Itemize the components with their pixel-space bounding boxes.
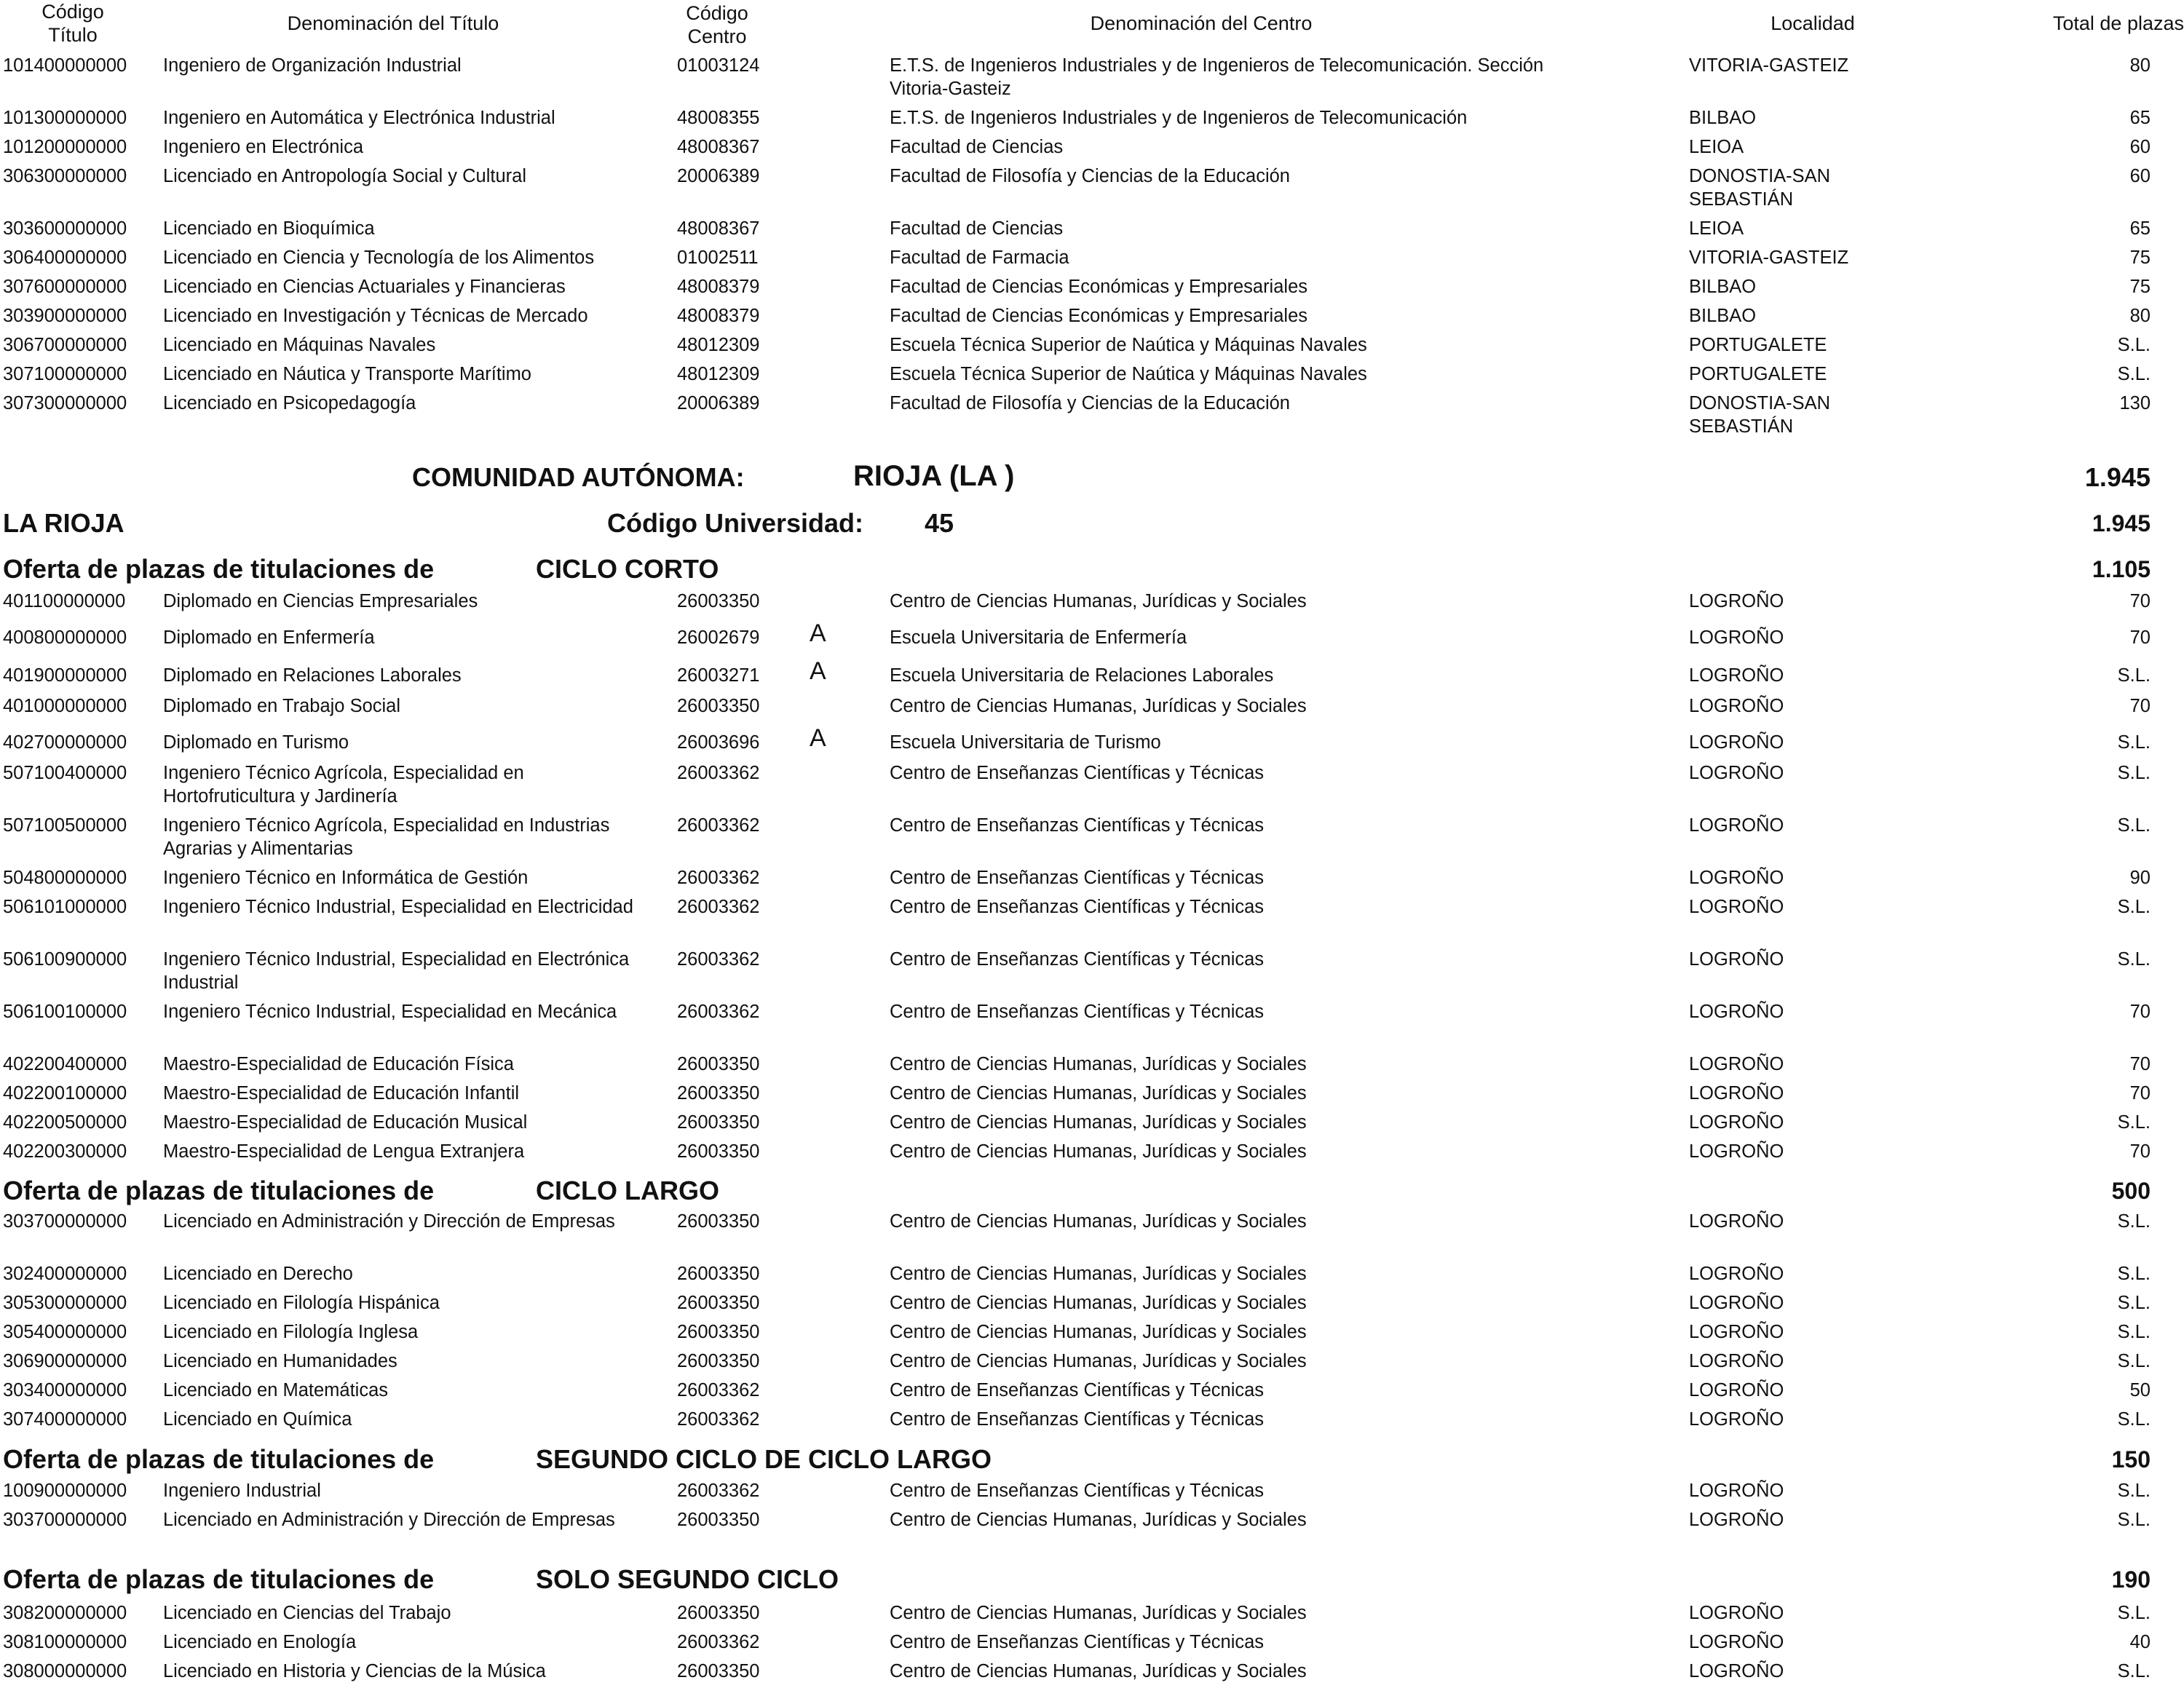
row-localidad: LOGROÑO xyxy=(1689,732,1784,753)
row-localidad: DONOSTIA-SAN SEBASTIÁN xyxy=(1689,393,1831,437)
row-denominacion-titulo: Ingeniero en Automática y Electrónica Industrial xyxy=(163,108,555,128)
row-denominacion-titulo: Licenciado en Bioquímica xyxy=(163,218,375,239)
row-marca: A xyxy=(810,657,826,685)
row-codigo-centro: 26003362 xyxy=(677,1002,760,1022)
row-denominacion-titulo: Ingeniero Técnico Industrial, Especialidad en Mecánica xyxy=(163,1002,617,1022)
row-localidad: PORTUGALETE xyxy=(1689,335,1827,355)
oferta-total: 1.105 xyxy=(2092,556,2151,582)
row-denominacion-titulo: Diplomado en Ciencias Empresariales xyxy=(163,591,478,611)
comunidad-autonoma-name: RIOJA (LA ) xyxy=(853,460,1015,492)
row-localidad: LOGROÑO xyxy=(1689,1293,1784,1313)
row-localidad: PORTUGALETE xyxy=(1689,364,1827,384)
row-denominacion-centro: Centro de Enseñanzas Científicas y Técnicas xyxy=(890,1632,1265,1652)
row-codigo-titulo: 400800000000 xyxy=(3,627,127,648)
row-total-plazas: S.L. xyxy=(2117,1481,2151,1501)
row-denominacion-titulo: Ingeniero en Electrónica xyxy=(163,137,364,157)
row-codigo-centro: 48008379 xyxy=(677,277,760,297)
row-denominacion-titulo: Ingeniero Industrial xyxy=(163,1481,321,1501)
row-denominacion-centro: Facultad de Filosofía y Ciencias de la Educación xyxy=(890,166,1290,186)
row-localidad: LOGROÑO xyxy=(1689,1002,1784,1022)
row-total-plazas: 50 xyxy=(2129,1380,2151,1400)
header-total-plazas: Total de plazas xyxy=(2052,12,2184,34)
row-total-plazas: S.L. xyxy=(2117,1603,2151,1623)
row-denominacion-centro: Centro de Enseñanzas Científicas y Técnicas xyxy=(890,1481,1265,1501)
oferta-ciclo: CICLO LARGO xyxy=(536,1176,719,1205)
row-total-plazas: S.L. xyxy=(2117,949,2151,970)
row-codigo-centro: 48008379 xyxy=(677,306,760,326)
row-denominacion-centro: Escuela Técnica Superior de Naútica y Máquinas Navales xyxy=(890,335,1367,355)
row-denominacion-centro: Centro de Enseñanzas Científicas y Técnicas xyxy=(890,1380,1265,1400)
row-codigo-titulo: 306700000000 xyxy=(3,335,127,355)
row-denominacion-centro: Facultad de Ciencias xyxy=(890,218,1064,239)
row-codigo-centro: 26003362 xyxy=(677,763,760,783)
row-codigo-titulo: 401900000000 xyxy=(3,665,127,686)
row-denominacion-centro: Centro de Ciencias Humanas, Jurídicas y Sociales xyxy=(890,1661,1307,1681)
oferta-ciclo: SEGUNDO CICLO DE CICLO LARGO xyxy=(536,1444,992,1474)
oferta-ciclo: SOLO SEGUNDO CICLO xyxy=(536,1564,839,1594)
codigo-universidad-value: 45 xyxy=(925,508,954,538)
row-codigo-centro: 26003362 xyxy=(677,1380,760,1400)
row-total-plazas: S.L. xyxy=(2117,763,2151,783)
row-codigo-centro: 48012309 xyxy=(677,364,760,384)
row-codigo-centro: 26003362 xyxy=(677,815,760,836)
row-codigo-centro: 48008367 xyxy=(677,137,760,157)
header-codigo-titulo: Código Título xyxy=(41,1,104,46)
row-total-plazas: S.L. xyxy=(2117,1112,2151,1133)
row-total-plazas: 65 xyxy=(2129,218,2151,239)
row-denominacion-titulo: Diplomado en Trabajo Social xyxy=(163,696,401,716)
row-localidad: LOGROÑO xyxy=(1689,1380,1784,1400)
row-denominacion-titulo: Licenciado en Derecho xyxy=(163,1264,353,1284)
row-codigo-titulo: 308000000000 xyxy=(3,1661,127,1681)
row-total-plazas: 70 xyxy=(2129,696,2151,716)
row-total-plazas: S.L. xyxy=(2117,665,2151,686)
row-localidad: LOGROÑO xyxy=(1689,949,1784,970)
row-denominacion-titulo: Licenciado en Ciencia y Tecnología de los Alimentos xyxy=(163,247,595,268)
row-localidad: LOGROÑO xyxy=(1689,1661,1784,1681)
row-codigo-centro: 26003696 xyxy=(677,732,760,753)
row-codigo-centro: 26003350 xyxy=(677,1661,760,1681)
row-codigo-centro: 26003350 xyxy=(677,1293,760,1313)
row-denominacion-centro: Centro de Ciencias Humanas, Jurídicas y Sociales xyxy=(890,1264,1307,1284)
row-codigo-titulo: 402700000000 xyxy=(3,732,127,753)
row-localidad: DONOSTIA-SAN SEBASTIÁN xyxy=(1689,166,1831,210)
row-denominacion-centro: Facultad de Filosofía y Ciencias de la Educación xyxy=(890,393,1290,413)
row-denominacion-centro: Centro de Ciencias Humanas, Jurídicas y Sociales xyxy=(890,1351,1307,1371)
row-codigo-centro: 26003350 xyxy=(677,696,760,716)
codigo-universidad-label: Código Universidad: xyxy=(607,508,864,538)
oferta-label: Oferta de plazas de titulaciones de xyxy=(3,1444,435,1474)
row-denominacion-centro: Centro de Enseñanzas Científicas y Técnicas xyxy=(890,1409,1265,1430)
row-localidad: BILBAO xyxy=(1689,108,1757,128)
row-localidad: LOGROÑO xyxy=(1689,1632,1784,1652)
row-localidad: LOGROÑO xyxy=(1689,868,1784,888)
row-denominacion-titulo: Licenciado en Matemáticas xyxy=(163,1380,389,1400)
row-denominacion-titulo: Ingeniero Técnico Agrícola, Especialidad en Hortofruticultura y Jardinería xyxy=(163,763,524,807)
header-codigo-centro: Código Centro xyxy=(686,2,748,47)
row-codigo-centro: 26003350 xyxy=(677,1510,760,1530)
header-denominacion-centro: Denominación del Centro xyxy=(1090,12,1313,34)
row-denominacion-centro: Escuela Técnica Superior de Naútica y Máquinas Navales xyxy=(890,364,1367,384)
row-denominacion-centro: Centro de Enseñanzas Científicas y Técnicas xyxy=(890,949,1265,970)
row-codigo-titulo: 507100500000 xyxy=(3,815,127,836)
row-codigo-centro: 26003362 xyxy=(677,868,760,888)
row-denominacion-titulo: Ingeniero de Organización Industrial xyxy=(163,55,462,76)
row-codigo-titulo: 402200400000 xyxy=(3,1054,127,1074)
row-codigo-centro: 20006389 xyxy=(677,393,760,413)
row-denominacion-centro: Centro de Enseñanzas Científicas y Técnicas xyxy=(890,815,1265,836)
row-localidad: LOGROÑO xyxy=(1689,696,1784,716)
row-denominacion-titulo: Licenciado en Psicopedagogía xyxy=(163,393,416,413)
row-denominacion-titulo: Diplomado en Enfermería xyxy=(163,627,375,648)
comunidad-autonoma-label: COMUNIDAD AUTÓNOMA: xyxy=(412,462,745,492)
oferta-ciclo: CICLO CORTO xyxy=(536,554,719,584)
row-localidad: BILBAO xyxy=(1689,277,1757,297)
row-total-plazas: 80 xyxy=(2129,55,2151,76)
row-denominacion-titulo: Maestro-Especialidad de Educación Física xyxy=(163,1054,514,1074)
row-codigo-titulo: 302400000000 xyxy=(3,1264,127,1284)
row-denominacion-centro: Centro de Ciencias Humanas, Jurídicas y Sociales xyxy=(890,696,1307,716)
row-total-plazas: 70 xyxy=(2129,627,2151,648)
row-localidad: LOGROÑO xyxy=(1689,1603,1784,1623)
row-codigo-centro: 01002511 xyxy=(677,247,759,268)
row-codigo-titulo: 303700000000 xyxy=(3,1211,127,1232)
row-denominacion-titulo: Licenciado en Filología Hispánica xyxy=(163,1293,440,1313)
row-codigo-titulo: 506100100000 xyxy=(3,1002,127,1022)
row-total-plazas: 70 xyxy=(2129,1054,2151,1074)
row-codigo-titulo: 101400000000 xyxy=(3,55,127,76)
row-total-plazas: S.L. xyxy=(2117,1293,2151,1313)
row-codigo-titulo: 305300000000 xyxy=(3,1293,127,1313)
row-total-plazas: S.L. xyxy=(2117,897,2151,917)
row-denominacion-centro: E.T.S. de Ingenieros Industriales y de Ingenieros de Telecomunicación xyxy=(890,108,1468,128)
row-denominacion-titulo: Licenciado en Filología Inglesa xyxy=(163,1322,419,1342)
row-codigo-centro: 26003362 xyxy=(677,949,760,970)
row-codigo-centro: 26003362 xyxy=(677,1632,760,1652)
row-total-plazas: S.L. xyxy=(2117,364,2151,384)
row-codigo-titulo: 401000000000 xyxy=(3,696,127,716)
row-denominacion-centro: Escuela Universitaria de Enfermería xyxy=(890,627,1187,648)
row-codigo-titulo: 506100900000 xyxy=(3,949,127,970)
row-total-plazas: 75 xyxy=(2129,247,2151,268)
row-denominacion-centro: Centro de Ciencias Humanas, Jurídicas y Sociales xyxy=(890,1510,1307,1530)
row-denominacion-titulo: Licenciado en Administración y Dirección de Empresas xyxy=(163,1211,615,1232)
row-codigo-centro: 26003350 xyxy=(677,1141,760,1162)
row-total-plazas: 70 xyxy=(2129,591,2151,611)
row-localidad: LOGROÑO xyxy=(1689,1112,1784,1133)
row-localidad: LOGROÑO xyxy=(1689,1322,1784,1342)
row-denominacion-centro: Centro de Enseñanzas Científicas y Técnicas xyxy=(890,897,1265,917)
universidad-total: 1.945 xyxy=(2092,510,2151,536)
row-denominacion-centro: Centro de Ciencias Humanas, Jurídicas y Sociales xyxy=(890,1141,1307,1162)
row-total-plazas: 65 xyxy=(2129,108,2151,128)
row-codigo-centro: 48012309 xyxy=(677,335,760,355)
oferta-label: Oferta de plazas de titulaciones de xyxy=(3,1176,435,1205)
row-localidad: LOGROÑO xyxy=(1689,1351,1784,1371)
row-denominacion-titulo: Maestro-Especialidad de Lengua Extranjera xyxy=(163,1141,525,1162)
row-codigo-titulo: 307300000000 xyxy=(3,393,127,413)
row-codigo-titulo: 506101000000 xyxy=(3,897,127,917)
row-codigo-titulo: 101200000000 xyxy=(3,137,127,157)
header-denominacion-titulo: Denominación del Título xyxy=(287,12,499,34)
row-denominacion-titulo: Ingeniero Técnico en Informática de Gestión xyxy=(163,868,529,888)
row-localidad: LOGROÑO xyxy=(1689,665,1784,686)
row-denominacion-centro: Centro de Enseñanzas Científicas y Técnicas xyxy=(890,1002,1265,1022)
row-codigo-titulo: 306400000000 xyxy=(3,247,127,268)
row-marca: A xyxy=(810,619,826,647)
row-total-plazas: S.L. xyxy=(2117,1409,2151,1430)
row-localidad: LOGROÑO xyxy=(1689,815,1784,836)
oferta-total: 190 xyxy=(2111,1566,2151,1593)
row-codigo-titulo: 307400000000 xyxy=(3,1409,127,1430)
row-codigo-titulo: 101300000000 xyxy=(3,108,127,128)
row-denominacion-centro: Centro de Enseñanzas Científicas y Técnicas xyxy=(890,868,1265,888)
row-localidad: VITORIA-GASTEIZ xyxy=(1689,247,1849,268)
row-localidad: LOGROÑO xyxy=(1689,763,1784,783)
row-denominacion-titulo: Licenciado en Química xyxy=(163,1409,352,1430)
row-denominacion-centro: Facultad de Ciencias xyxy=(890,137,1064,157)
row-total-plazas: S.L. xyxy=(2117,1211,2151,1232)
row-denominacion-titulo: Licenciado en Enología xyxy=(163,1632,357,1652)
row-denominacion-centro: Escuela Universitaria de Relaciones Laborales xyxy=(890,665,1274,686)
row-total-plazas: 90 xyxy=(2129,868,2151,888)
row-codigo-titulo: 402200300000 xyxy=(3,1141,127,1162)
row-codigo-titulo: 308100000000 xyxy=(3,1632,127,1652)
row-total-plazas: 70 xyxy=(2129,1002,2151,1022)
row-denominacion-centro: Centro de Ciencias Humanas, Jurídicas y Sociales xyxy=(890,1293,1307,1313)
row-marca: A xyxy=(810,724,826,752)
row-codigo-centro: 26003350 xyxy=(677,591,760,611)
row-denominacion-titulo: Licenciado en Antropología Social y Cultural xyxy=(163,166,526,186)
row-localidad: LEIOA xyxy=(1689,137,1744,157)
oferta-label: Oferta de plazas de titulaciones de xyxy=(3,1564,435,1594)
row-codigo-titulo: 402200500000 xyxy=(3,1112,127,1133)
row-total-plazas: 60 xyxy=(2129,166,2151,186)
row-total-plazas: S.L. xyxy=(2117,1510,2151,1530)
row-localidad: LOGROÑO xyxy=(1689,1054,1784,1074)
row-localidad: LOGROÑO xyxy=(1689,1211,1784,1232)
header-localidad: Localidad xyxy=(1770,12,1855,34)
row-denominacion-centro: Centro de Ciencias Humanas, Jurídicas y Sociales xyxy=(890,1603,1307,1623)
row-codigo-centro: 26003350 xyxy=(677,1264,760,1284)
row-denominacion-centro: Centro de Ciencias Humanas, Jurídicas y Sociales xyxy=(890,591,1307,611)
row-codigo-centro: 26003350 xyxy=(677,1322,760,1342)
row-codigo-titulo: 305400000000 xyxy=(3,1322,127,1342)
row-denominacion-centro: Facultad de Ciencias Económicas y Empresariales xyxy=(890,277,1307,297)
row-codigo-centro: 26003362 xyxy=(677,1481,760,1501)
row-codigo-titulo: 303900000000 xyxy=(3,306,127,326)
row-codigo-centro: 20006389 xyxy=(677,166,760,186)
row-codigo-centro: 26003362 xyxy=(677,1409,760,1430)
row-denominacion-centro: Escuela Universitaria de Turismo xyxy=(890,732,1161,753)
row-localidad: LOGROÑO xyxy=(1689,1083,1784,1103)
row-denominacion-titulo: Licenciado en Ciencias del Trabajo xyxy=(163,1603,451,1623)
row-localidad: LOGROÑO xyxy=(1689,897,1784,917)
row-total-plazas: S.L. xyxy=(2117,732,2151,753)
row-codigo-titulo: 307100000000 xyxy=(3,364,127,384)
oferta-total: 500 xyxy=(2111,1178,2151,1204)
row-total-plazas: 70 xyxy=(2129,1141,2151,1162)
row-codigo-titulo: 306300000000 xyxy=(3,166,127,186)
row-codigo-centro: 26003350 xyxy=(677,1083,760,1103)
row-denominacion-titulo: Licenciado en Investigación y Técnicas de Mercado xyxy=(163,306,588,326)
row-codigo-centro: 26003350 xyxy=(677,1211,760,1232)
row-localidad: LOGROÑO xyxy=(1689,627,1784,648)
row-denominacion-titulo: Licenciado en Administración y Dirección de Empresas xyxy=(163,1510,615,1530)
row-codigo-centro: 26002679 xyxy=(677,627,760,648)
row-denominacion-titulo: Maestro-Especialidad de Educación Musical xyxy=(163,1112,528,1133)
row-total-plazas: S.L. xyxy=(2117,1661,2151,1681)
row-codigo-titulo: 308200000000 xyxy=(3,1603,127,1623)
row-denominacion-centro: Centro de Ciencias Humanas, Jurídicas y Sociales xyxy=(890,1083,1307,1103)
row-denominacion-centro: Centro de Ciencias Humanas, Jurídicas y Sociales xyxy=(890,1211,1307,1232)
row-total-plazas: S.L. xyxy=(2117,1351,2151,1371)
row-denominacion-titulo: Licenciado en Ciencias Actuariales y Financieras xyxy=(163,277,566,297)
row-denominacion-titulo: Licenciado en Humanidades xyxy=(163,1351,397,1371)
row-total-plazas: 70 xyxy=(2129,1083,2151,1103)
row-total-plazas: S.L. xyxy=(2117,335,2151,355)
row-denominacion-titulo: Diplomado en Relaciones Laborales xyxy=(163,665,462,686)
row-codigo-titulo: 100900000000 xyxy=(3,1481,127,1501)
row-denominacion-centro: Facultad de Farmacia xyxy=(890,247,1069,268)
row-denominacion-centro: Centro de Ciencias Humanas, Jurídicas y Sociales xyxy=(890,1054,1307,1074)
row-codigo-titulo: 401100000000 xyxy=(3,591,126,611)
row-codigo-titulo: 303400000000 xyxy=(3,1380,127,1400)
row-total-plazas: 40 xyxy=(2129,1632,2151,1652)
row-total-plazas: S.L. xyxy=(2117,1322,2151,1342)
oferta-label: Oferta de plazas de titulaciones de xyxy=(3,554,435,584)
row-denominacion-titulo: Licenciado en Historia y Ciencias de la Música xyxy=(163,1661,546,1681)
row-localidad: LOGROÑO xyxy=(1689,1141,1784,1162)
row-localidad: BILBAO xyxy=(1689,306,1757,326)
row-codigo-centro: 26003271 xyxy=(677,665,760,686)
row-localidad: LOGROÑO xyxy=(1689,1409,1784,1430)
row-codigo-centro: 26003350 xyxy=(677,1054,760,1074)
row-codigo-centro: 26003350 xyxy=(677,1351,760,1371)
row-denominacion-centro: Centro de Enseñanzas Científicas y Técnicas xyxy=(890,763,1265,783)
row-localidad: LOGROÑO xyxy=(1689,1481,1784,1501)
row-denominacion-titulo: Ingeniero Técnico Industrial, Especialidad en Electricidad xyxy=(163,897,633,917)
row-total-plazas: 80 xyxy=(2129,306,2151,326)
row-codigo-centro: 01003124 xyxy=(677,55,760,76)
row-denominacion-titulo: Ingeniero Técnico Industrial, Especialidad en Electrónica Industrial xyxy=(163,949,630,993)
row-codigo-titulo: 303700000000 xyxy=(3,1510,127,1530)
row-codigo-centro: 48008355 xyxy=(677,108,760,128)
row-denominacion-centro: Centro de Ciencias Humanas, Jurídicas y Sociales xyxy=(890,1112,1307,1133)
row-total-plazas: S.L. xyxy=(2117,815,2151,836)
row-codigo-titulo: 507100400000 xyxy=(3,763,127,783)
row-codigo-centro: 26003350 xyxy=(677,1603,760,1623)
row-denominacion-titulo: Licenciado en Máquinas Navales xyxy=(163,335,436,355)
row-codigo-titulo: 402200100000 xyxy=(3,1083,127,1103)
row-localidad: LOGROÑO xyxy=(1689,1510,1784,1530)
row-codigo-centro: 48008367 xyxy=(677,218,760,239)
row-total-plazas: S.L. xyxy=(2117,1264,2151,1284)
row-denominacion-titulo: Diplomado en Turismo xyxy=(163,732,349,753)
row-denominacion-centro: E.T.S. de Ingenieros Industriales y de Ingenieros de Telecomunicación. Sección Vitoria-Gasteiz xyxy=(890,55,1544,99)
row-localidad: LOGROÑO xyxy=(1689,1264,1784,1284)
row-denominacion-centro: Facultad de Ciencias Económicas y Empresariales xyxy=(890,306,1307,326)
row-localidad: LOGROÑO xyxy=(1689,591,1784,611)
row-codigo-centro: 26003362 xyxy=(677,897,760,917)
oferta-total: 150 xyxy=(2111,1446,2151,1473)
row-total-plazas: 130 xyxy=(2119,393,2151,413)
universidad-name: LA RIOJA xyxy=(3,508,124,538)
comunidad-autonoma-total: 1.945 xyxy=(2084,462,2151,492)
row-codigo-titulo: 504800000000 xyxy=(3,868,127,888)
row-denominacion-titulo: Maestro-Especialidad de Educación Infantil xyxy=(163,1083,520,1103)
row-codigo-centro: 26003350 xyxy=(677,1112,760,1133)
row-denominacion-centro: Centro de Ciencias Humanas, Jurídicas y Sociales xyxy=(890,1322,1307,1342)
row-total-plazas: 60 xyxy=(2129,137,2151,157)
row-total-plazas: 75 xyxy=(2129,277,2151,297)
row-denominacion-titulo: Licenciado en Náutica y Transporte Marítimo xyxy=(163,364,531,384)
row-codigo-titulo: 307600000000 xyxy=(3,277,127,297)
row-localidad: LEIOA xyxy=(1689,218,1744,239)
row-codigo-titulo: 306900000000 xyxy=(3,1351,127,1371)
row-localidad: VITORIA-GASTEIZ xyxy=(1689,55,1849,76)
row-denominacion-titulo: Ingeniero Técnico Agrícola, Especialidad en Industrias Agrarias y Alimentarias xyxy=(163,815,610,859)
row-codigo-titulo: 303600000000 xyxy=(3,218,127,239)
